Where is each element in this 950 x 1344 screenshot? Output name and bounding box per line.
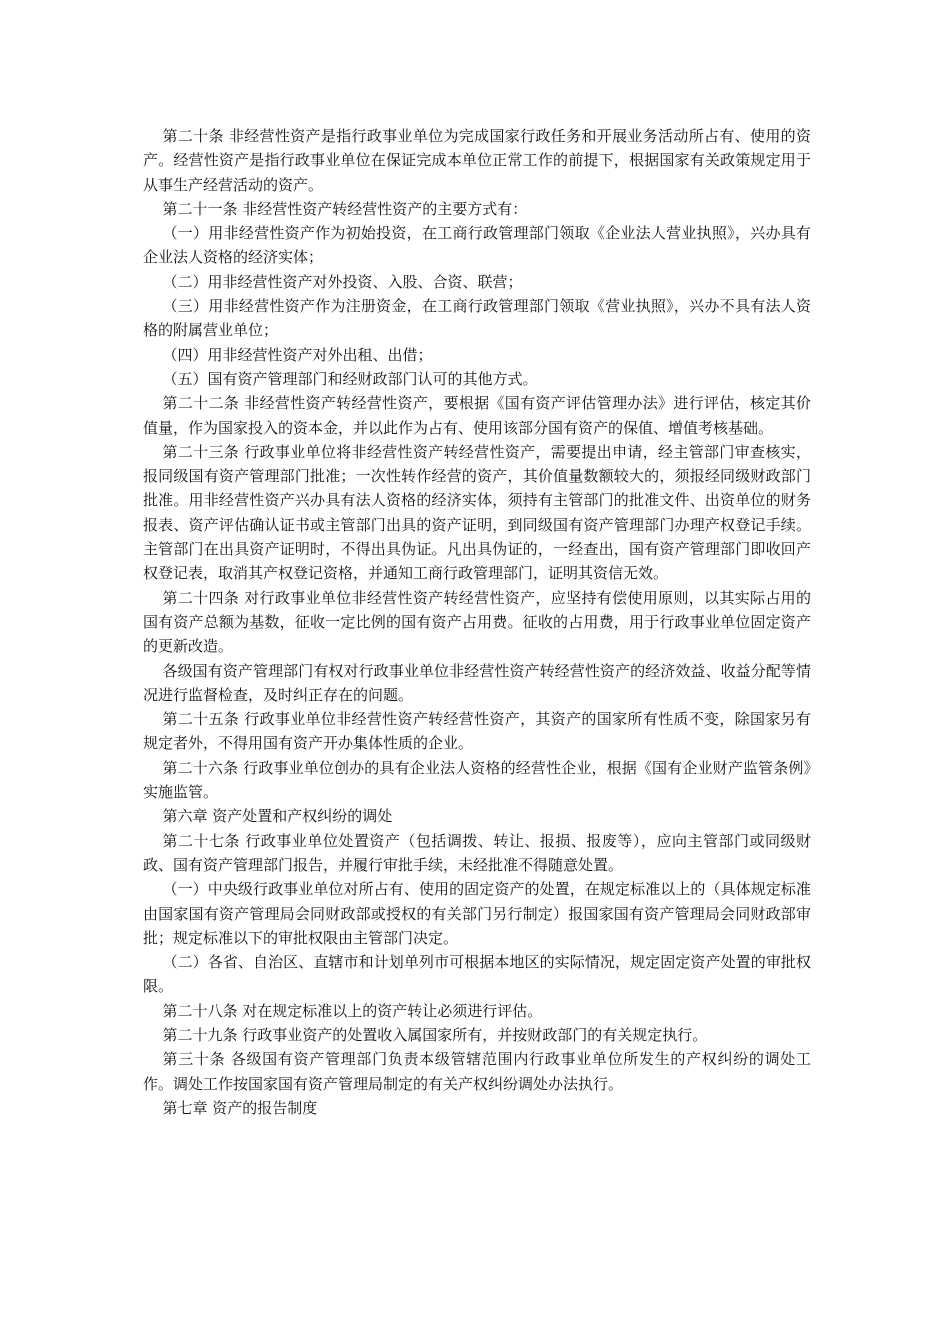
article-23: 第二十三条 行政事业单位将非经营性资产转经营性资产，需要提出申请，经主管部门审查核实，报同级国有资产管理部门批准；一次性转作经营的资产，其价值量数额较大的，须报经同级财政部门批准。用非经营性资产兴办具有法人资格的经济实体，须持有主管部门的批准文件、出资单位的财务报表、资产评估确认证书或主管部门出具的资产证明，到同级国有资产管理部门办理产权登记手续。主管部门在出具资产证明时，不得出具伪证。凡出具伪证的，一经查出，国有资产管理部门即收回产权登记表，取消其产权登记资格，并通知工商行政管理部门，证明其资信无效。 bbox=[143, 442, 811, 583]
article-24: 第二十四条 对行政事业单位非经营性资产转经营性资产，应坚持有偿使用原则，以其实际占用的国有资产总额为基数，征收一定比例的国有资产占用费。征收的占用费，用于行政事业单位固定资产的更新改造。 bbox=[143, 588, 811, 656]
article-27-item-1: （一）中央级行政事业单位对所占有、使用的固定资产的处置，在规定标准以上的（具体规定标准由国家国有资产管理局会同财政部或授权的有关部门另行制定）报国家国有资产管理局会同财政部审批；规定标准以下的审批权限由主管部门决定。 bbox=[143, 880, 811, 947]
article-27-item-2: （二）各省、自治区、直辖市和计划单列市可根据本地区的实际情况，规定固定资产处置的审批权限。 bbox=[143, 953, 811, 996]
article-30: 第三十条 各级国有资产管理部门负责本级管辖范围内行政事业单位所发生的产权纠纷的调处工作。调处工作按国家国有资产管理局制定的有关产权纠纷调处办法执行。 bbox=[143, 1050, 811, 1093]
article-24-paragraph-2: 各级国有资产管理部门有权对行政事业单位非经营性资产转经营性资产的经济效益、收益分配等情况进行监督检查，及时纠正存在的问题。 bbox=[143, 661, 811, 704]
article-25: 第二十五条 行政事业单位非经营性资产转经营性资产，其资产的国家所有性质不变，除国家另有规定者外，不得用国有资产开办集体性质的企业。 bbox=[143, 710, 811, 753]
document-body bbox=[143, 124, 811, 1120]
article-28: 第二十八条 对在规定标准以上的资产转让必须进行评估。 bbox=[162, 1001, 543, 1020]
article-21-item-5: （五）国有资产管理部门和经财政部门认可的其他方式。 bbox=[162, 369, 538, 388]
article-21: 第二十一条 非经营性资产转经营性资产的主要方式有： bbox=[162, 199, 528, 218]
article-26: 第二十六条 行政事业单位创办的具有企业法人资格的经营性企业，根据《国有企业财产监管条例》实施监管。 bbox=[143, 758, 811, 802]
article-21-item-2: （二）用非经营性资产对外投资、入股、合资、联营； bbox=[162, 272, 523, 291]
article-27: 第二十七条 行政事业单位处置资产（包括调拨、转让、报损、报废等），应向主管部门或同级财政、国有资产管理部门报告，并履行审批手续，未经批准不得随意处置。 bbox=[143, 831, 811, 874]
chapter-6-heading: 第六章 资产处置和产权纠纷的调处 bbox=[162, 807, 393, 826]
chapter-7-heading: 第七章 资产的报告制度 bbox=[162, 1098, 318, 1117]
article-21-item-3: （三）用非经营性资产作为注册资金，在工商行政管理部门领取《营业执照》，兴办不具有法人资格的附属营业单位； bbox=[143, 297, 811, 340]
article-22: 第二十二条 非经营性资产转经营性资产，要根据《国有资产评估管理办法》进行评估，核定其价值量，作为国家投入的资本金，并以此作为占有、使用该部分国有资产的保值、增值考核基础。 bbox=[143, 394, 811, 437]
article-20: 第二十条 非经营性资产是指行政事业单位为完成国家行政任务和开展业务活动所占有、使用的资产。经营性资产是指行政事业单位在保证完成本单位正常工作的前提下，根据国家有关政策规定用于从事生产经营活动的资产。 bbox=[143, 127, 811, 194]
article-29: 第二十九条 行政事业资产的处置收入属国家所有，并按财政部门的有关规定执行。 bbox=[162, 1025, 708, 1044]
article-21-item-1: （一）用非经营性资产作为初始投资，在工商行政管理部门领取《企业法人营业执照》，兴办具有企业法人资格的经济实体； bbox=[143, 224, 811, 267]
article-21-item-4: （四）用非经营性资产对外出租、出借； bbox=[162, 345, 433, 364]
